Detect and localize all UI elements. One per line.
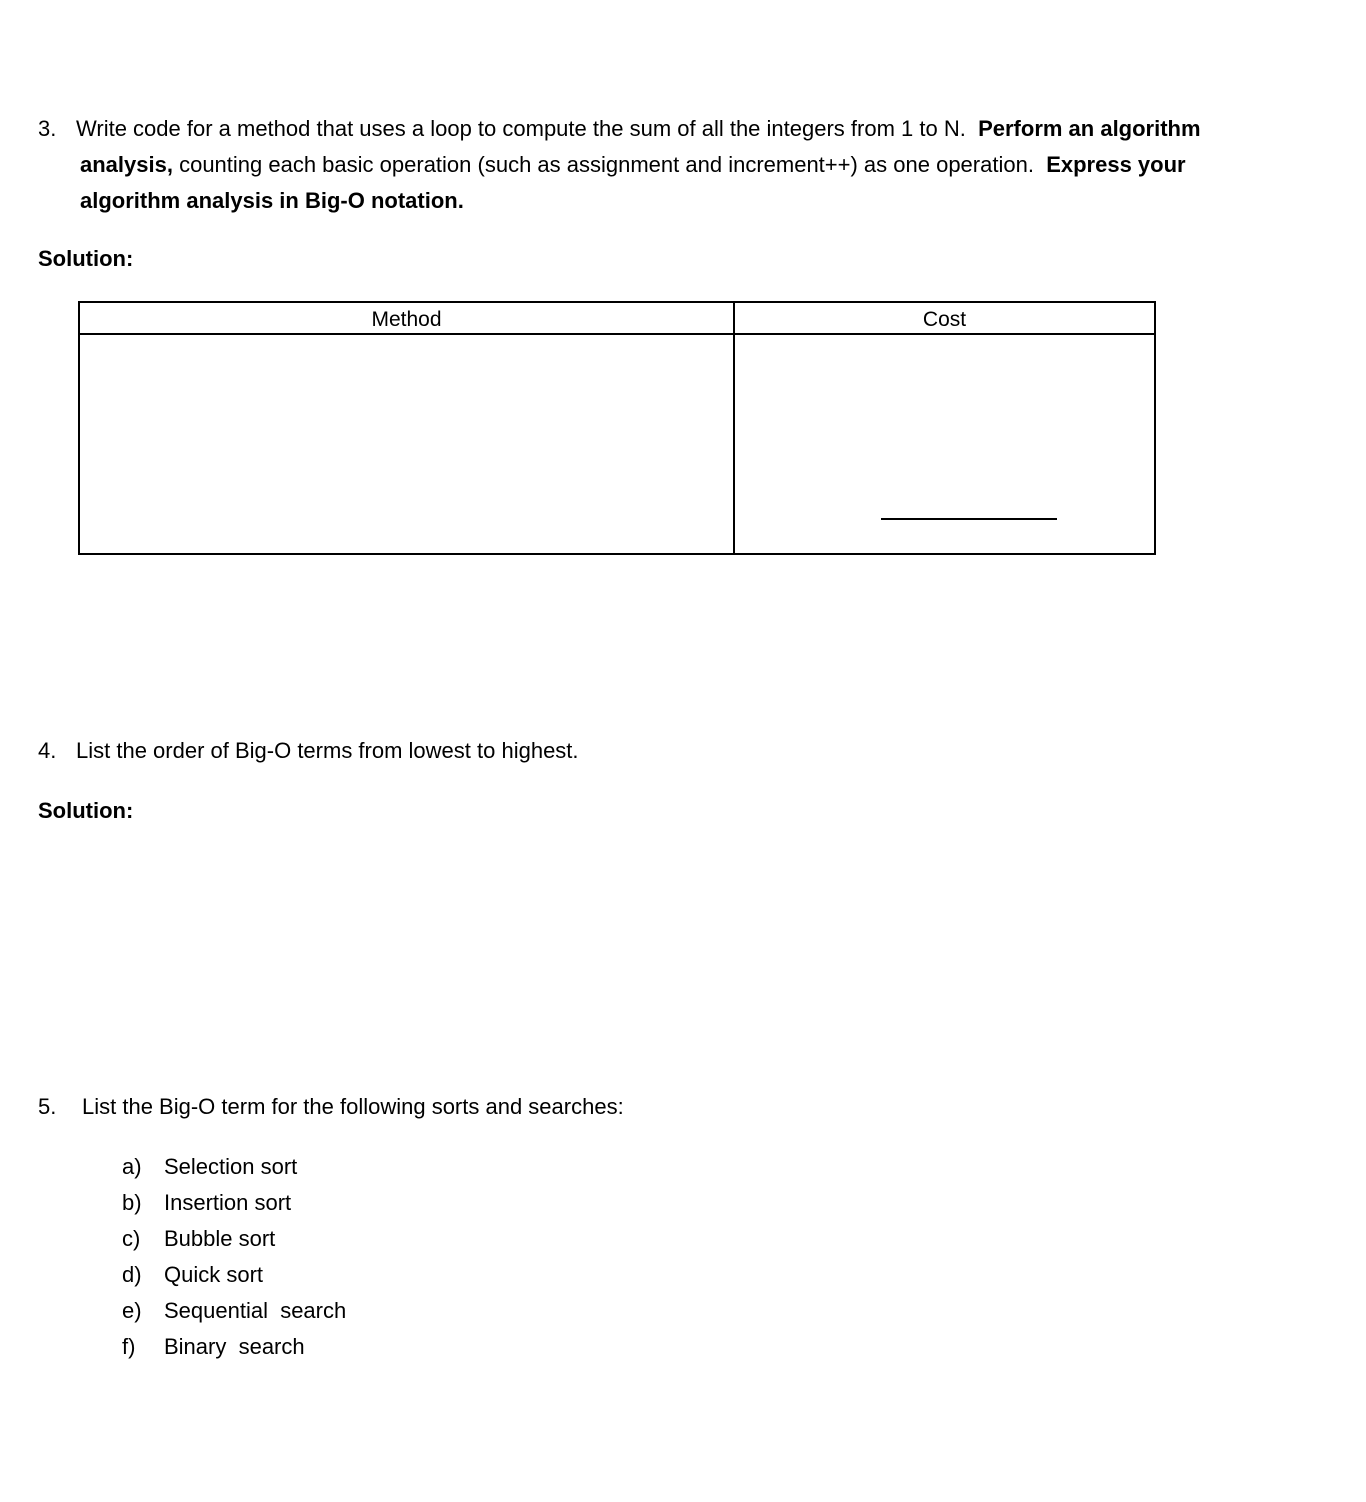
list-item-label: Binary search xyxy=(164,1334,305,1359)
list-item-letter: e) xyxy=(122,1298,142,1323)
list-item-label: Insertion sort xyxy=(164,1190,292,1215)
list-item-letter: c) xyxy=(122,1226,141,1251)
cost-column-header: Cost xyxy=(922,308,967,331)
method-answer-cell[interactable] xyxy=(80,335,733,553)
question-3-bold-analysis: analysis, xyxy=(80,152,173,177)
question-3-bold-express: Express your xyxy=(1046,152,1186,177)
question-3-bold-instruction: Perform an algorithm xyxy=(978,116,1201,141)
question-5-text: List the Big-O term for the following sorts and searches: xyxy=(82,1094,624,1119)
question-3-line-3 xyxy=(80,183,464,219)
question-5-number: 5. xyxy=(38,1094,57,1119)
question-3-number: 3. xyxy=(38,116,57,141)
cost-answer-cell[interactable] xyxy=(735,335,1154,553)
cost-total-underline xyxy=(881,518,1057,520)
question-4-number: 4. xyxy=(38,738,57,763)
question-3-line-1 xyxy=(76,111,1201,147)
question-4-text: List the order of Big-O terms from lowest to highest. xyxy=(76,738,579,763)
list-item-label: Selection sort xyxy=(164,1154,298,1179)
question-3-text-continued: counting each basic operation (such as assignment and increment++) as one operation. xyxy=(179,152,1034,177)
list-item-label: Bubble sort xyxy=(164,1226,276,1251)
question-3-bold-bigo: algorithm analysis in Big-O notation. xyxy=(80,188,464,213)
question-4-solution-label: Solution: xyxy=(38,798,134,823)
question-3-text: Write code for a method that uses a loop to compute the sum of all the integers from 1 to N. xyxy=(76,116,966,141)
list-item-letter: b) xyxy=(122,1190,142,1215)
list-item-letter: f) xyxy=(122,1334,136,1359)
question-3-line-2 xyxy=(80,147,1186,183)
method-column-header: Method xyxy=(371,308,442,331)
list-item-letter: a) xyxy=(122,1154,142,1179)
list-item-letter: d) xyxy=(122,1262,142,1287)
list-item-label: Sequential search xyxy=(164,1298,347,1323)
list-item-label: Quick sort xyxy=(164,1262,264,1287)
question-3-solution-label: Solution: xyxy=(38,246,134,271)
method-cost-table xyxy=(78,301,1156,555)
